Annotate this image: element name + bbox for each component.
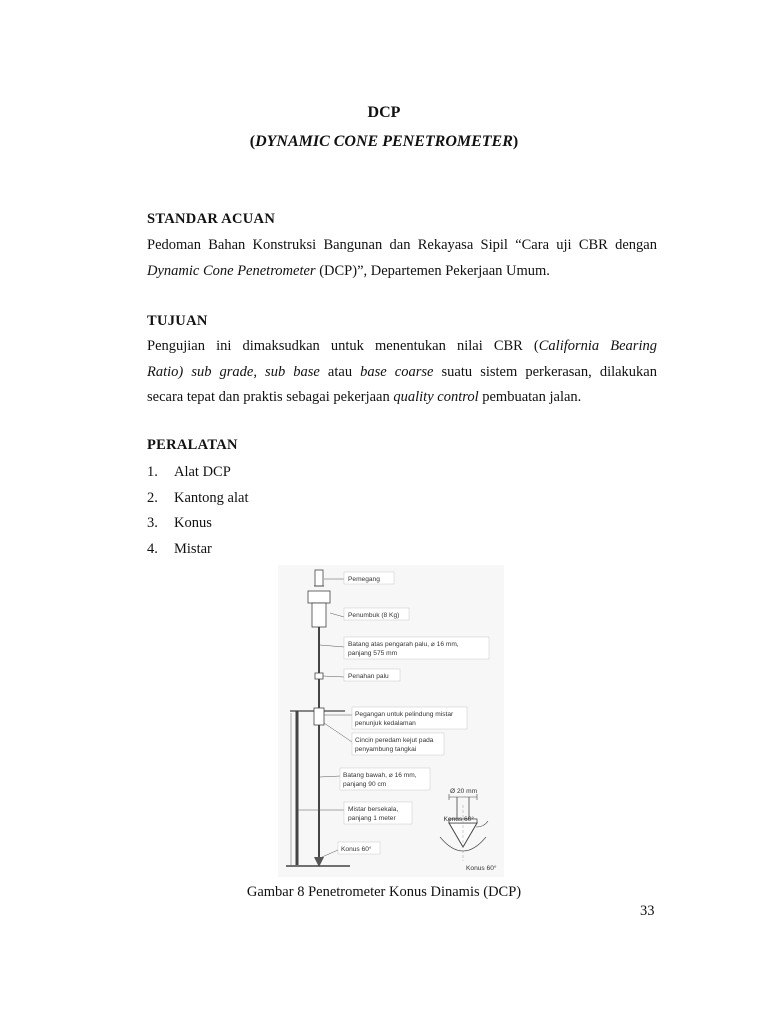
standar-italic: Dynamic Cone Penetrometer	[147, 262, 316, 279]
standar-line-1: Pedoman Bahan Konstruksi Bangunan dan Rekayasa Sipil “Cara uji CBR dengan	[147, 237, 657, 253]
tujuan-paragraph	[147, 334, 657, 411]
section-heading-standar: STANDAR ACUAN	[147, 211, 276, 227]
list-number: 4.	[147, 540, 158, 557]
tujuan-line-2	[147, 360, 657, 386]
peralatan-list	[147, 460, 249, 562]
list-number: 2.	[147, 489, 158, 506]
label-konus-left: Konus 60°	[341, 846, 372, 853]
label-mistar-2: panjang 1 meter	[348, 815, 396, 822]
list-label: Kantong alat	[174, 489, 249, 506]
figure-caption: Gambar 8 Penetrometer Konus Dinamis (DCP)	[246, 884, 522, 900]
tujuan-l2b: atau	[319, 363, 361, 380]
list-number: 1.	[147, 464, 158, 480]
label-cincin-1: Cincin peredam kejut pada	[355, 737, 434, 744]
hammer-shape	[308, 591, 330, 603]
standar-line-2	[147, 259, 657, 285]
label-konus-right-text: Konus 60°	[443, 816, 474, 823]
tujuan-line-1	[147, 334, 657, 360]
tujuan-l1b: California Bearing	[538, 338, 657, 354]
tujuan-l2a: Ratio) sub grade, sub base	[147, 363, 320, 380]
list-item	[147, 511, 249, 537]
dcp-figure	[278, 565, 504, 877]
handle-shape	[315, 570, 323, 586]
cone-detail	[440, 794, 488, 861]
label-diameter: Ø 20 mm	[450, 788, 478, 795]
label-batang-atas-1: Batang atas pengarah palu, ⌀ 16 mm,	[348, 641, 459, 648]
tujuan-l3c: pembuatan jalan.	[478, 389, 582, 405]
list-label: Mistar	[174, 540, 212, 557]
label-pemegang: Pemegang	[348, 576, 380, 583]
subtitle-italic: DYNAMIC CONE PENETROMETER	[255, 133, 513, 150]
dcp-diagram	[278, 565, 504, 877]
standar-line-2-rest: (DCP)”, Departemen Pekerjaan Umum.	[315, 262, 550, 279]
standar-paragraph	[147, 233, 657, 284]
label-batang-atas-2: panjang 575 mm	[348, 650, 398, 657]
list-label: Konus	[174, 515, 212, 531]
page-subtitle: (DYNAMIC CONE PENETROMETER)	[249, 133, 519, 150]
label-pegangan-2: penunjuk kedalaman	[355, 720, 416, 727]
label-mistar-1: Mistar bersekala,	[348, 806, 399, 813]
label-penahan: Penahan palu	[348, 673, 389, 680]
page-number: 33	[640, 903, 655, 919]
list-number: 3.	[147, 515, 158, 531]
list-item	[147, 486, 249, 512]
tujuan-l2c: base coarse	[360, 363, 434, 380]
label-cincin-2: penyambung tangkai	[355, 746, 417, 753]
page-title: DCP	[367, 104, 401, 121]
list-label: Alat DCP	[174, 464, 231, 480]
list-item	[147, 537, 249, 563]
tujuan-l3b: quality control	[393, 389, 479, 405]
tujuan-line-3	[147, 385, 657, 411]
tujuan-l3a: secara tepat dan praktis sebagai pekerjaan	[147, 389, 394, 405]
label-batang-bawah-2: panjang 90 cm	[343, 781, 387, 788]
tujuan-l1a: Pengujian ini dimaksudkan untuk menentukan nilai CBR (	[147, 338, 539, 354]
tujuan-l2d: suatu sistem perkerasan, dilakukan	[433, 363, 657, 380]
section-heading-peralatan: PERALATAN	[147, 437, 238, 453]
label-batang-bawah-1: Batang bawah, ⌀ 16 mm,	[343, 772, 417, 779]
label-penumbuk: Penumbuk (8 Kg)	[348, 612, 400, 619]
list-item	[147, 460, 249, 486]
label-pegangan-1: Pegangan untuk pelindung mistar	[355, 711, 454, 718]
label-konus-bottom: Konus 60°	[466, 865, 497, 872]
section-heading-tujuan: TUJUAN	[147, 313, 208, 329]
label-konus-right	[444, 815, 475, 823]
